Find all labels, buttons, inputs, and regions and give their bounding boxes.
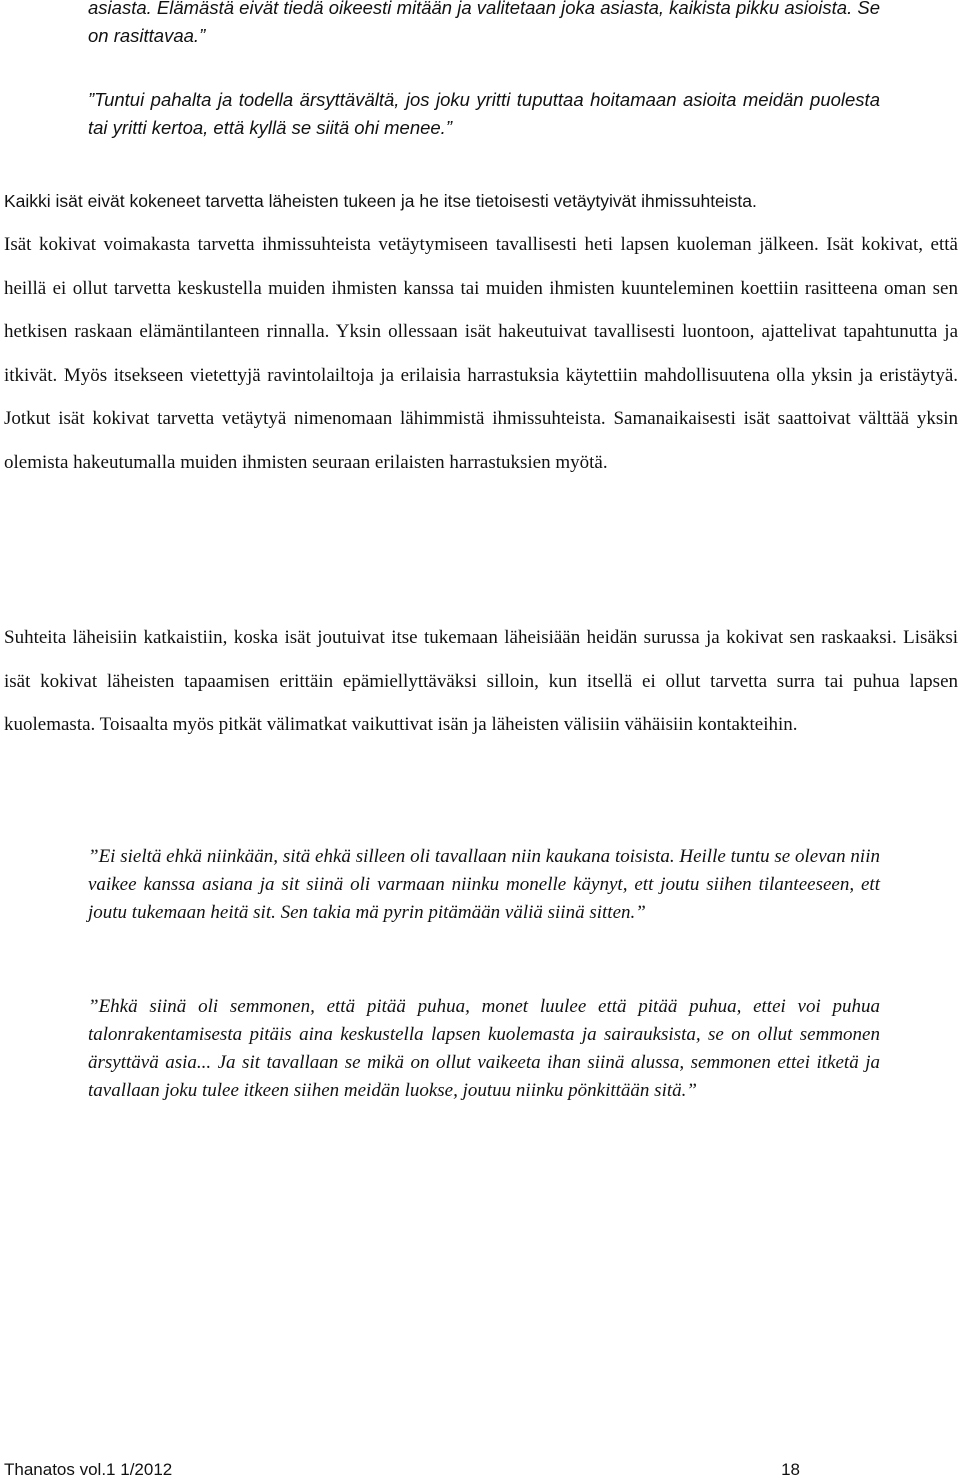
body-paragraph: Kaikki isät eivät kokeneet tarvetta läheisten tukeen ja he itse tietoisesti vetäytyivät ihmissuhteista.	[4, 191, 757, 211]
page-number: 18	[781, 1460, 800, 1479]
body-paragraph: Suhteita läheisiin katkaistiin, koska isät joutuivat itse tukemaan läheisiään heidän surussa ja kokivat sen raskaaksi. Lisäksi isät kokivat läheisten tapaamisen erittäin epämiellyttäväksi silloin, kun itsellä ei ollut tarvetta surra tai puhua lapsen kuolemasta. Toisaalta myös pitkät välimatkat vaikuttivat isän ja läheisten välisiin vähäisiin kontakteihin.	[4, 627, 958, 735]
quote-fragment: asiasta. Elämästä eivät tiedä oikeesti mitään ja valitetaan joka asiasta, kaikista pikku asioista. Se on rasittavaa.”	[88, 0, 880, 46]
quote-block: ”Ehkä siinä oli semmonen, että pitää puhua, monet luulee että pitää puhua, ettei voi puhua talonrakentamisesta pitäis aina keskustella lapsen kuolemasta ja sairauksista, se on ollut semmonen ärsyttävä asia... Ja sit tavallaan se mikä on ollut vaikeeta ihan siinä alussa, semmonen ettei itketä ja tavallaan joku tulee itkeen siihen meidän luokse, joutuu niinku pönkittään sitä.”	[88, 996, 880, 1101]
journal-title: Thanatos vol.1 1/2012	[4, 1460, 173, 1479]
quote-block: ”Tuntui pahalta ja todella ärsyttävältä, jos joku yritti tuputtaa hoitamaan asioita meidän puolesta tai yritti kertoa, että kyllä se siitä ohi menee.”	[88, 89, 880, 138]
body-paragraph: Isät kokivat voimakasta tarvetta ihmissuhteista vetäytymiseen tavallisesti heti lapsen kuoleman jälkeen. Isät kokivat, että heillä ei ollut tarvetta keskustella muiden ihmisten kanssa tai muiden ihmisten kuunteleminen koettiin rasitteena oman sen hetkisen raskaan elämäntilanteen rinnalla. Yksin ollessaan isät hakeutuivat tavallisesti luontoon, ajattelivat tapahtunutta ja itkivät. Myös itsekseen vietettyjä ravintolailtoja ja erilaisia harrastuksia käytettiin mahdollisuutena olla yksin ja eristäytyä. Jotkut isät kokivat tarvetta vetäytyä nimenomaan lähimmistä ihmissuhteista. Samanaikaisesti isät saattoivat välttää yksin olemista hakeutumalla muiden ihmisten seuraan erilaisten harrastuksien myötä.	[4, 234, 958, 473]
quote-block: ”Ei sieltä ehkä niinkään, sitä ehkä silleen oli tavallaan niin kaukana toisista. Heille tuntu se olevan niin vaikee kanssa asiana ja sit siinä oli varmaan niinku monelle käynyt, ett joutu siihen tilanteeseen, ett joutu tukemaan heitä sit. Sen takia mä pyrin pitämään väliä siinä sitten.”	[88, 846, 880, 923]
